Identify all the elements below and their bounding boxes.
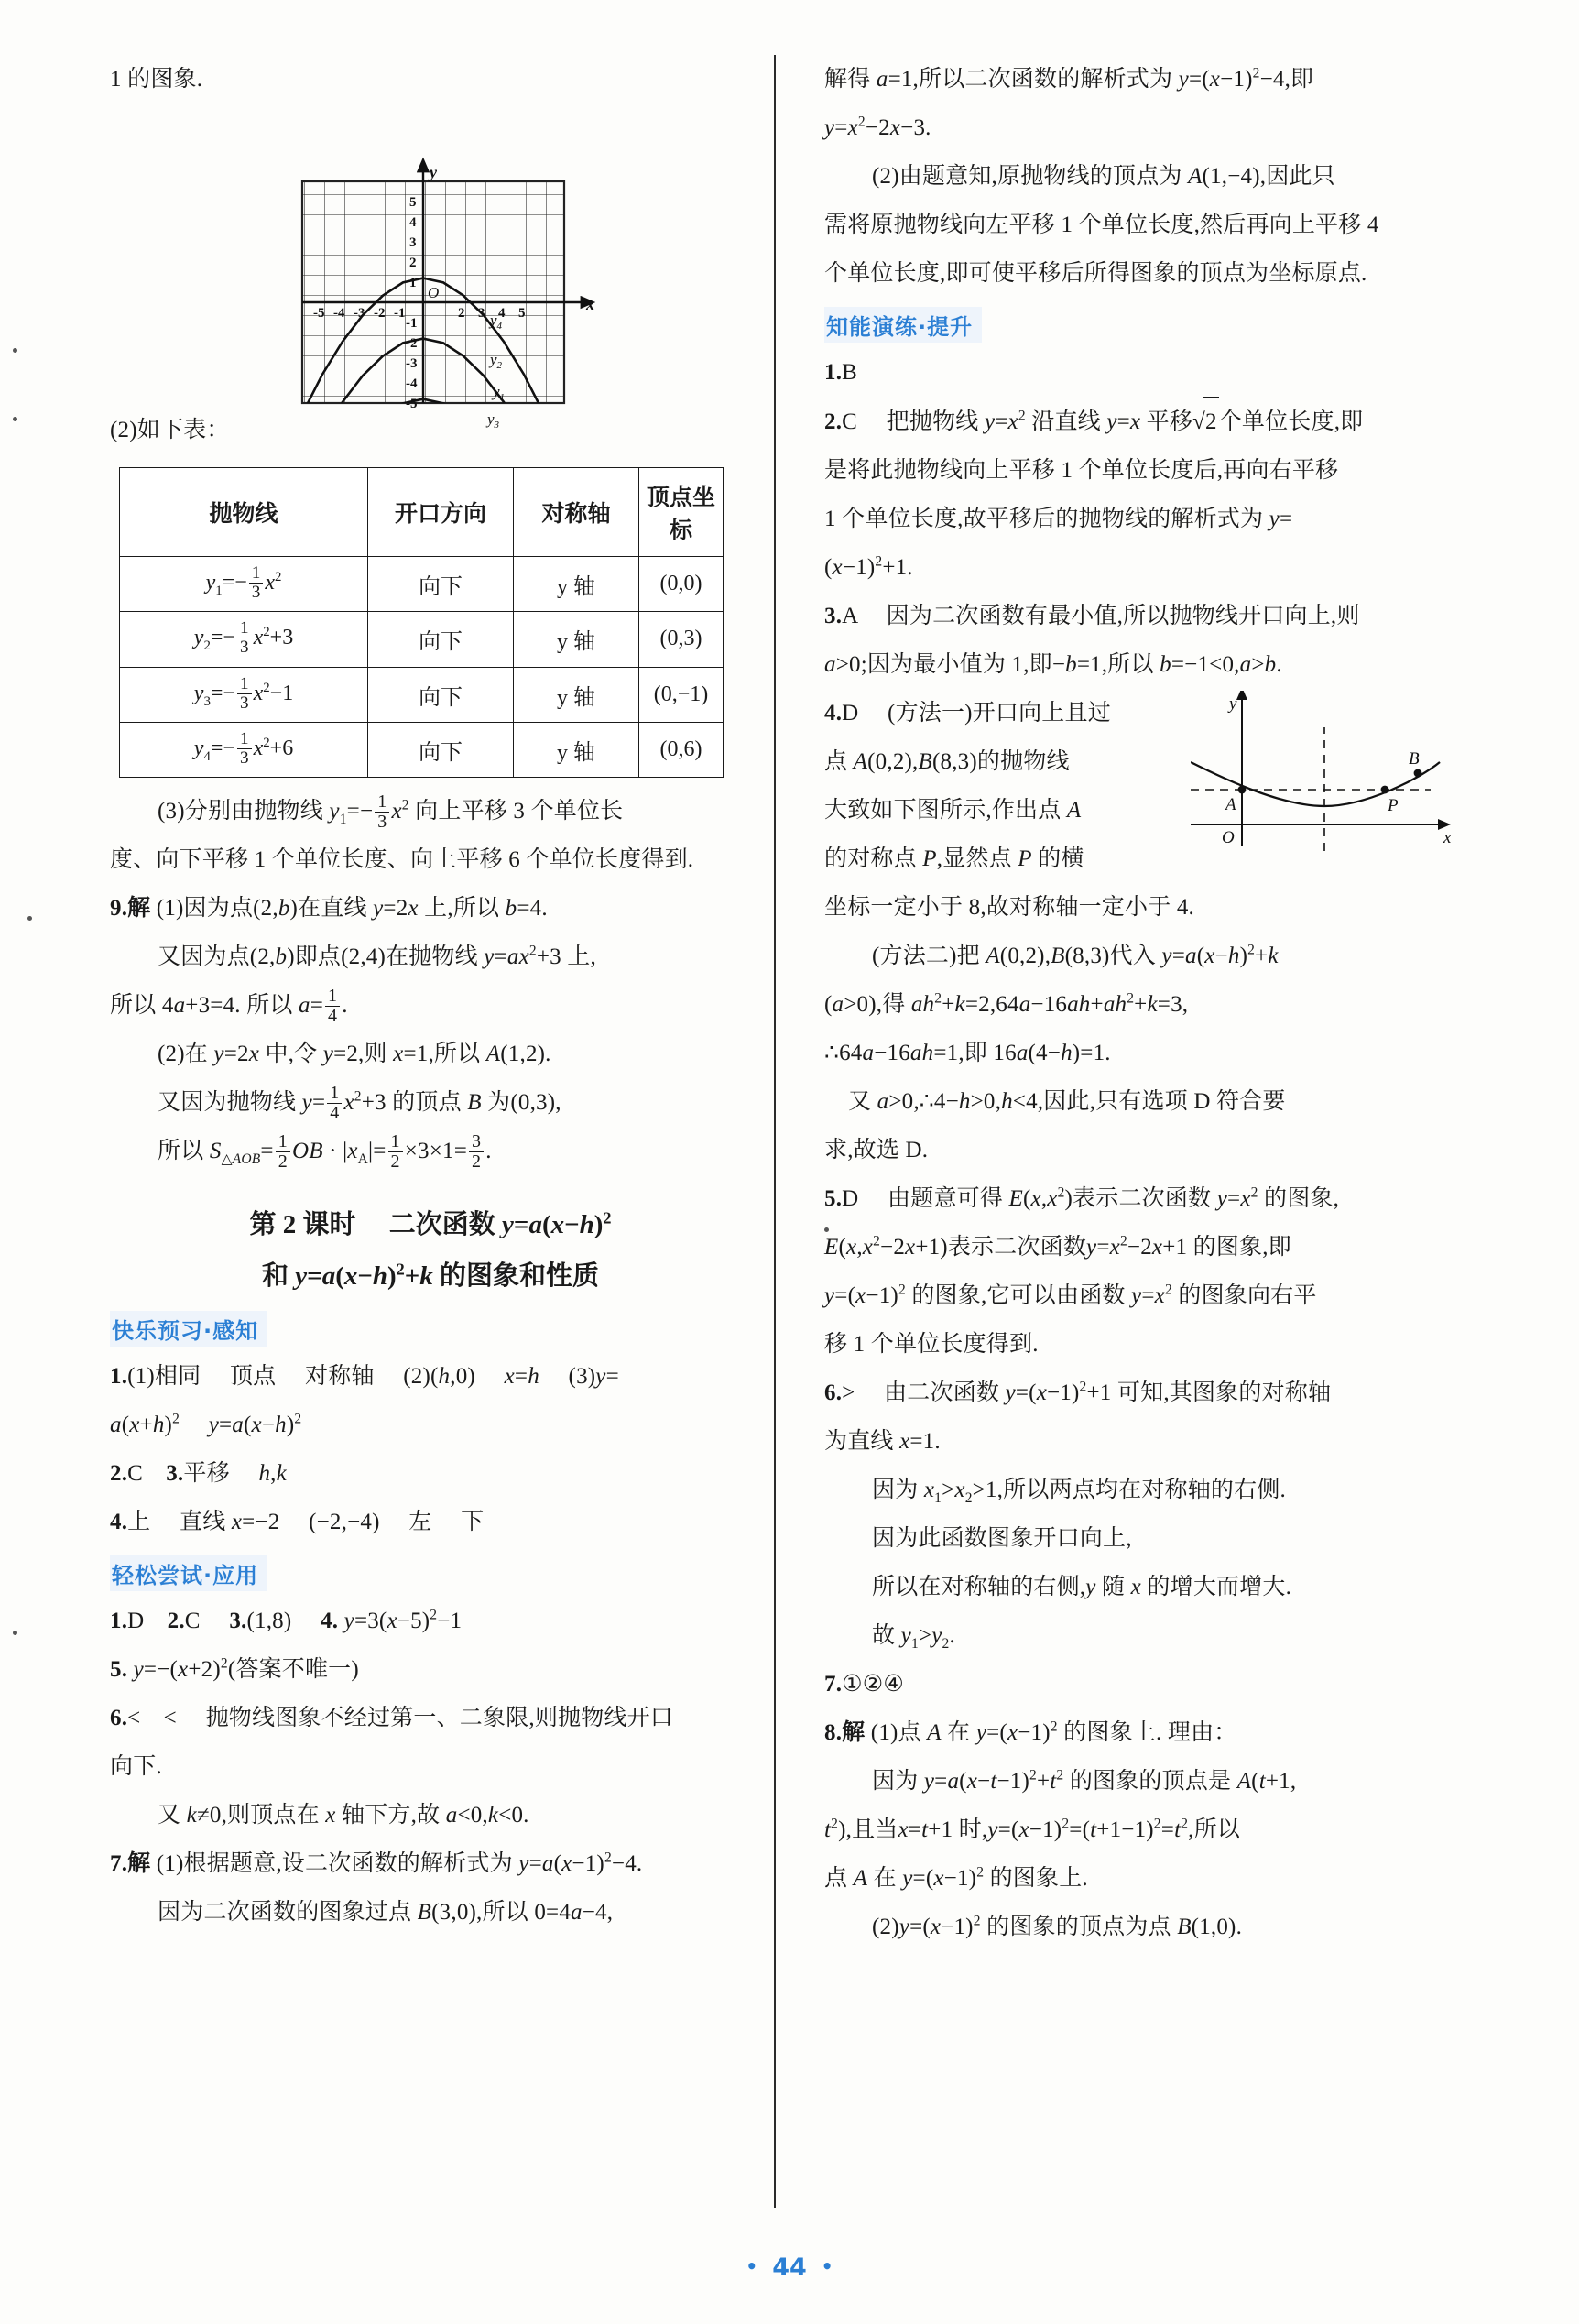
table-header-row — [120, 468, 724, 557]
ans-6-line-2: 为直线 x=1. — [824, 1429, 941, 1454]
cell-axis: y 轴 — [514, 667, 639, 722]
col-header-direction: 开口方向 — [368, 468, 514, 557]
try-5: 5. $y=-(x+2)^2$(答案不唯一) — [110, 1655, 359, 1683]
cell-parabola: $y_3=-$ $\frac{1}{3}$ $x^2-1$ — [120, 667, 368, 722]
q9-line-1: 9.解 (1)因为点(2,b)在直线 y=2x 上,所以 b=4. — [110, 896, 548, 922]
table-row — [120, 667, 724, 722]
ans-4-line-9: 又 a>0,∴4−h>0,h<4,因此,只有选项 D 符合要 — [848, 1089, 1286, 1114]
svg-text:5: 5 — [518, 306, 526, 321]
y-axis-label: y — [430, 163, 437, 181]
svg-text:2: 2 — [409, 256, 417, 270]
margin-dot — [13, 1631, 17, 1635]
ans-2-line-3: 1 个单位长度,故平移后的抛物线的解析式为 y= — [824, 507, 1293, 531]
q9-line-5: 又因为抛物线 y= $\frac{1}{4}$ $x^2+3$ 的顶点 B 为(0,3), — [158, 1083, 561, 1124]
preview-2: 2.C 3.平移 h,k — [110, 1461, 287, 1487]
ans-6-line-5: 所以在对称轴的右侧,y 随 x 的增大而增大. — [872, 1575, 1292, 1599]
main-figure-wrapper — [110, 104, 751, 429]
cell-direction: 向下 — [368, 667, 514, 722]
ans-4-line-10: 求,故选 D. — [824, 1138, 929, 1162]
cell-vertex: (0,−1) — [639, 667, 724, 722]
curve-label-y4: $y_4$ — [490, 311, 503, 332]
curve-label-y2: $y_2$ — [490, 351, 503, 371]
table-row — [120, 722, 724, 777]
ans-2-line-1: 2.C 把抛物线 $y=x^2$ 沿直线 y=x 平移√2个单位长度,即 — [824, 397, 1465, 446]
item-3-line-2: 度、向下平移 1 个单位长度、向上平移 6 个单位长度得到. — [110, 847, 694, 873]
ans-8-line-2: 因为 $y=a(x-t-1)^2+t^2$ 的图象的顶点是 A(t+1, — [872, 1767, 1297, 1794]
svg-text:-4: -4 — [333, 306, 345, 321]
ans-4-line-7: (a>0),得 $ah^2+k=2,64a-16ah+ah^2+k=3$, — [824, 990, 1189, 1017]
ans-2-line-2: 是将此抛物线向上平移 1 个单位长度后,再向右平移 — [824, 458, 1339, 483]
preview-1-line-2: $a(x+h)^2$ $y=a(x-h)^2$ — [110, 1411, 302, 1438]
curve-label-y1: $y_1$ — [493, 383, 506, 403]
ans-4-line-2: 点 A(0,2),B(8,3)的抛物线 — [824, 749, 1070, 774]
try-6-line-1: 6.< < 抛物线图象不经过第一、二象限,则抛物线开口 — [110, 1706, 674, 1731]
section-banner-try: 轻松尝试·应用 — [110, 1555, 267, 1591]
svg-text:5: 5 — [409, 195, 417, 210]
col-header-parabola: 抛物线 — [120, 468, 368, 557]
right-column — [824, 55, 1465, 1951]
ans-6-line-1: 6.> 由二次函数 $y=(x-1)^2+1$ 可知,其图象的对称轴 — [824, 1379, 1332, 1405]
ans-5-line-1: 5.D 由题意可得 $E(x,x^2)$表示二次函数 $y=x^2$ 的图象, — [824, 1184, 1340, 1211]
coordinate-grid-chart — [284, 154, 595, 429]
point-B-marker — [1414, 769, 1422, 778]
table-row — [120, 557, 724, 612]
page-number: 44 — [772, 2253, 807, 2282]
col-header-vertex: 顶点坐标 — [639, 468, 724, 557]
svg-text:1: 1 — [409, 276, 417, 290]
margin-dot — [27, 916, 32, 921]
ans-8-line-3: $t^2$),且当x=t+1 时$,y=(x-1)^2=(t+1-1)^2=t^2$,所以 — [824, 1816, 1241, 1842]
svg-text:3: 3 — [409, 235, 417, 250]
parabola-summary-table — [119, 467, 724, 778]
right-line-1: 解得 a=1,所以二次函数的解析式为 $y=(x-1)^2-4$,即 — [824, 65, 1314, 92]
ans-4-line-3: 大致如下图所示,作出点 A — [824, 798, 1082, 823]
ans-4-line-5: 坐标一定小于 8,故对称轴一定小于 4. — [824, 895, 1195, 920]
col-header-axis: 对称轴 — [514, 468, 639, 557]
x-axis-label: x — [586, 295, 594, 313]
try-7-line-1: 7.解 (1)根据题意,设二次函数的解析式为 $y=a(x-1)^2-4$. — [110, 1849, 643, 1877]
q9-line-3: 所以 4a+3=4. 所以 a= $\frac{1}{4}$ . — [110, 986, 348, 1027]
ans-3-line-2: a>0;因为最小值为 1,即−b=1,所以 b=−1<0,a>b. — [824, 652, 1282, 677]
q9-line-4: (2)在 y=2x 中,令 y=2,则 x=1,所以 A(1,2). — [158, 1042, 551, 1067]
cell-direction: 向下 — [368, 722, 514, 777]
preview-1-line-1: 1.(1)相同 顶点 对称轴 (2)(h,0) x=h (3)y= — [110, 1364, 619, 1390]
cell-direction: 向下 — [368, 557, 514, 612]
svg-text:-5: -5 — [313, 306, 325, 321]
cell-vertex: (0,0) — [639, 557, 724, 612]
ans-4-line-1: 4.D (方法一)开口向上且过 — [824, 701, 1111, 726]
cell-parabola: $y_1=-$ $\frac{1}{3}$ $x^2$ — [120, 557, 368, 612]
ans-2-line-4: $(x-1)^2+1$. — [824, 553, 913, 580]
course-title-line-2: 和 $y=a(x-h)^2+k$ 的图象和性质 — [262, 1260, 599, 1292]
table-row — [120, 612, 724, 667]
footer-dot-right: • — [821, 2255, 833, 2277]
try-1: 1.D 2.C 3.(1,8) 4. $y=3(x-5)^2-1$ — [110, 1607, 463, 1634]
svg-text:-3: -3 — [354, 306, 365, 321]
origin-label: O — [428, 284, 440, 301]
right-line-2: $y=x^2-2x-3$. — [824, 114, 931, 140]
margin-dot — [13, 348, 17, 353]
ans-6-line-4: 因为此函数图象开口向上, — [872, 1526, 1132, 1551]
point-B-label: B — [1409, 749, 1420, 769]
course-title-line-1: 第 2 课时 二次函数 $y=a(x-h)^2$ — [249, 1208, 612, 1240]
ans-5-line-4: 移 1 个单位长度得到. — [824, 1332, 1039, 1357]
svg-text:4: 4 — [409, 215, 417, 230]
svg-text:4: 4 — [498, 306, 506, 321]
section-banner-skill: 知能演练·提升 — [824, 307, 982, 343]
cell-parabola: $y_2=-$ $\frac{1}{3}$ $x^2+3$ — [120, 612, 368, 667]
try-6-line-2: 向下. — [110, 1754, 162, 1780]
footer-dot-left: • — [746, 2255, 758, 2277]
ans-4-line-8: ∴64a−16ah=1,即 16a(4−h)=1. — [824, 1041, 1111, 1065]
ans-1: 1.B — [824, 360, 858, 385]
svg-text:-2: -2 — [374, 306, 386, 321]
ans-4-line-6: (方法二)把 A(0,2),B(8,3)代入 $y=a(x-h)^2+k$ — [872, 942, 1279, 968]
ans-5-line-2: $E(x,x^2-2x+1)$表示二次函数$y=x^2-2x+1$ 的图象,即 — [824, 1233, 1291, 1260]
cell-axis: y 轴 — [514, 722, 639, 777]
ans-8-line-5: $(2)y=(x-1)^2$ 的图象的顶点为点 B(1,0). — [872, 1913, 1243, 1939]
q9-line-6: 所以 $S_{\triangle AOB}=$ $\frac{1}{2}$ OB · $|x_A|=$ $\frac{1}{2}$ ×3×1= $\frac{3}{2}$ . — [158, 1131, 492, 1173]
svg-text:-1: -1 — [394, 306, 406, 321]
y-axis-label: y — [1229, 694, 1237, 714]
svg-text:3: 3 — [478, 306, 485, 321]
ans-6-line-3: 因为 $x_1>x_2>1$,所以两点均在对称轴的右侧. — [872, 1478, 1286, 1506]
q9-line-2: 又因为点(2,b)即点(2,4)在抛物线 $y=ax^2+3$ 上, — [158, 943, 596, 970]
svg-text:-5: -5 — [406, 397, 418, 411]
right-line-5: 个单位长度,即可使平移后所得图象的顶点为坐标原点. — [824, 261, 1367, 286]
cell-parabola: $y_4=-$ $\frac{1}{3}$ $x^2+6$ — [120, 722, 368, 777]
margin-dot — [13, 417, 17, 421]
cell-vertex: (0,3) — [639, 612, 724, 667]
origin-label: O — [1222, 828, 1235, 847]
svg-text:-3: -3 — [406, 356, 418, 371]
point-A-marker — [1238, 786, 1247, 794]
cell-axis: y 轴 — [514, 557, 639, 612]
table-intro: (2)如下表： — [110, 418, 230, 442]
point-P-marker — [1381, 786, 1389, 794]
page-footer — [0, 2253, 1579, 2282]
ans-6-line-6: 故 $y_1>y_2$. — [872, 1623, 955, 1652]
curve-label-y3: $y_3$ — [487, 410, 500, 429]
ans-8-line-4: 点 A 在 $y=(x-1)^2$ 的图象上. — [824, 1864, 1088, 1891]
svg-text:-2: -2 — [406, 336, 418, 351]
item-3-line-1: (3)分别由抛物线 $y_1=-$ $\frac{1}{3}$ $x^2$ 向上平移 3 个单位长 — [158, 791, 624, 833]
point-P-label: P — [1388, 796, 1399, 815]
x-axis-label: x — [1443, 828, 1452, 847]
ans-8-line-1: 8.解 (1)点 A 在 $y=(x-1)^2$ 的图象上. 理由： — [824, 1718, 1237, 1745]
column-divider — [774, 55, 776, 2208]
right-line-3: (2)由题意知,原抛物线的顶点为 A(1,−4),因此只 — [872, 164, 1335, 189]
try-7-line-2: 因为二次函数的图象过点 B(3,0),所以 0=4a−4, — [158, 1900, 614, 1926]
svg-text:-4: -4 — [406, 376, 418, 391]
right-line-4: 需将原抛物线向左平移 1 个单位长度,然后再向上平移 4 — [824, 213, 1379, 237]
cell-vertex: (0,6) — [639, 722, 724, 777]
ans-7: 7.①②④ — [824, 1672, 904, 1697]
section-banner-preview: 快乐预习·感知 — [110, 1311, 267, 1347]
point-A-label: A — [1225, 795, 1236, 814]
cell-direction: 向下 — [368, 612, 514, 667]
try-6-line-3: 又 k≠0,则顶点在 x 轴下方,故 a<0,k<0. — [158, 1803, 529, 1828]
ans-5-line-3: $y=(x-1)^2$ 的图象,它可以由函数 $y=x^2$ 的图象向右平 — [824, 1282, 1317, 1308]
svg-text:2: 2 — [458, 306, 465, 321]
left-line-1: 1 的图象. — [110, 67, 203, 92]
left-column — [110, 55, 751, 1937]
svg-text:-1: -1 — [406, 316, 418, 331]
ans-3-line-1: 3.A 因为二次函数有最小值,所以抛物线开口向上,则 — [824, 604, 1360, 628]
cell-axis: y 轴 — [514, 612, 639, 667]
inline-parabola-chart — [1191, 691, 1465, 851]
preview-4: 4.上 直线 x=−2 (−2,−4) 左 下 — [110, 1510, 485, 1535]
ans-4-line-4: 的对称点 P,显然点 P 的横 — [824, 846, 1084, 871]
